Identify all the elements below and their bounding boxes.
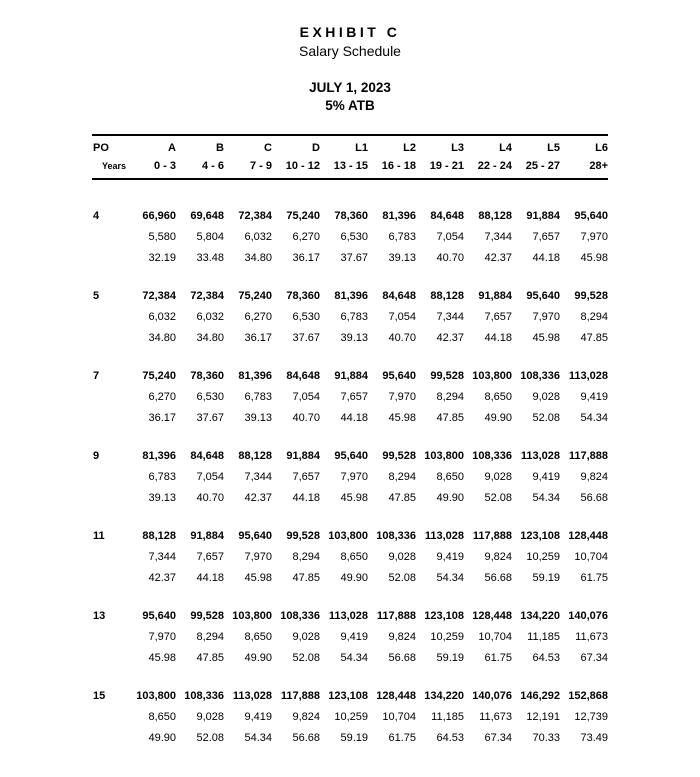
- annual-value: 117,888: [568, 449, 608, 462]
- monthly-value: 9,028: [484, 470, 512, 483]
- hourly-value: 54.34: [436, 571, 464, 584]
- year-range-b: 4 - 6: [176, 157, 224, 179]
- monthly-value: 9,419: [532, 470, 560, 483]
- monthly-row: [92, 706, 608, 727]
- annual-value: 117,888: [280, 689, 320, 702]
- hourly-value: 47.85: [580, 331, 608, 344]
- hourly-value: 64.53: [532, 651, 560, 664]
- annual-value: 99,528: [574, 289, 608, 302]
- annual-value: 84,648: [190, 449, 224, 462]
- annual-value: 66,960: [142, 209, 176, 222]
- hourly-value: 64.53: [436, 731, 464, 744]
- hourly-value: 42.37: [484, 251, 512, 264]
- monthly-value: 7,344: [244, 470, 272, 483]
- annual-value: 72,384: [142, 289, 176, 302]
- monthly-value: 6,530: [292, 310, 320, 323]
- annual-row: [92, 179, 608, 226]
- annual-value: 88,128: [238, 449, 272, 462]
- annual-value: 99,528: [286, 529, 320, 542]
- column-header-l4: L4: [464, 135, 512, 157]
- po-cell: 5: [93, 289, 100, 302]
- monthly-value: 6,783: [340, 310, 368, 323]
- column-header-l1: L1: [320, 135, 368, 157]
- hourly-row: [92, 727, 608, 748]
- salary-table: [92, 134, 608, 748]
- monthly-value: 8,294: [388, 470, 416, 483]
- annual-value: 95,640: [526, 289, 560, 302]
- po-column-header: PO: [92, 135, 128, 157]
- hourly-value: 56.68: [292, 731, 320, 744]
- year-range-d: 10 - 12: [272, 157, 320, 179]
- monthly-value: 7,344: [484, 230, 512, 243]
- monthly-value: 7,970: [148, 630, 176, 643]
- monthly-value: 8,294: [436, 390, 464, 403]
- monthly-value: 7,970: [532, 310, 560, 323]
- hourly-value: 40.70: [388, 331, 416, 344]
- hourly-value: 49.90: [484, 411, 512, 424]
- po-cell: [92, 386, 128, 407]
- annual-value: 88,128: [142, 529, 176, 542]
- annual-value: 84,648: [430, 209, 464, 222]
- hourly-value: 34.80: [196, 331, 224, 344]
- hourly-value: 67.34: [484, 731, 512, 744]
- salary-group-po-13: [92, 588, 608, 668]
- hourly-value: 42.37: [244, 491, 272, 504]
- monthly-value: 10,704: [478, 630, 512, 643]
- salary-group-po-5: [92, 268, 608, 348]
- po-cell: [92, 407, 128, 428]
- monthly-row: [92, 306, 608, 327]
- monthly-value: 10,704: [382, 710, 416, 723]
- hourly-value: 36.17: [148, 411, 176, 424]
- annual-value: 91,884: [526, 209, 560, 222]
- hourly-value: 45.98: [388, 411, 416, 424]
- monthly-value: 5,580: [148, 230, 176, 243]
- annual-value: 134,220: [424, 689, 464, 702]
- monthly-value: 8,294: [292, 550, 320, 563]
- hourly-value: 44.18: [532, 251, 560, 264]
- monthly-value: 7,344: [148, 550, 176, 563]
- annual-value: 81,396: [238, 369, 272, 382]
- monthly-value: 6,032: [244, 230, 272, 243]
- monthly-value: 6,270: [244, 310, 272, 323]
- monthly-value: 6,270: [148, 390, 176, 403]
- column-header-l3: L3: [416, 135, 464, 157]
- year-range-l5: 25 - 27: [512, 157, 560, 179]
- annual-value: 117,888: [376, 609, 416, 622]
- annual-row: [92, 588, 608, 626]
- hourly-value: 61.75: [580, 571, 608, 584]
- hourly-value: 32.19: [148, 251, 176, 264]
- hourly-value: 59.19: [532, 571, 560, 584]
- annual-row: [92, 268, 608, 306]
- monthly-value: 9,824: [388, 630, 416, 643]
- column-header-l5: L5: [512, 135, 560, 157]
- annual-value: 123,108: [328, 689, 368, 702]
- annual-value: 128,448: [376, 689, 416, 702]
- annual-value: 88,128: [430, 289, 464, 302]
- hourly-value: 54.34: [580, 411, 608, 424]
- hourly-value: 54.34: [532, 491, 560, 504]
- hourly-value: 34.80: [148, 331, 176, 344]
- hourly-value: 44.18: [484, 331, 512, 344]
- hourly-value: 70.33: [532, 731, 560, 744]
- monthly-value: 6,783: [244, 390, 272, 403]
- effective-date: JULY 1, 2023: [309, 80, 391, 95]
- hourly-value: 36.17: [244, 331, 272, 344]
- annual-value: 117,888: [472, 529, 512, 542]
- column-header-l2: L2: [368, 135, 416, 157]
- annual-value: 78,360: [334, 209, 368, 222]
- annual-value: 103,800: [136, 689, 176, 702]
- hourly-value: 34.80: [244, 251, 272, 264]
- monthly-value: 6,530: [196, 390, 224, 403]
- hourly-value: 39.13: [388, 251, 416, 264]
- monthly-value: 5,804: [196, 230, 224, 243]
- hourly-value: 47.85: [196, 651, 224, 664]
- monthly-value: 12,739: [574, 710, 608, 723]
- year-range-l6: 28+: [560, 157, 608, 179]
- monthly-value: 6,032: [196, 310, 224, 323]
- monthly-value: 7,344: [436, 310, 464, 323]
- monthly-value: 11,185: [527, 630, 560, 643]
- monthly-value: 10,259: [430, 630, 464, 643]
- annual-value: 103,800: [472, 369, 512, 382]
- annual-value: 95,640: [142, 609, 176, 622]
- annual-value: 152,868: [568, 689, 608, 702]
- hourly-value: 52.08: [196, 731, 224, 744]
- hourly-value: 56.68: [388, 651, 416, 664]
- hourly-row: [92, 247, 608, 268]
- po-cell: [92, 567, 128, 588]
- monthly-value: 10,259: [526, 550, 560, 563]
- salary-group-po-7: [92, 348, 608, 428]
- po-cell: [92, 727, 128, 748]
- annual-value: 91,884: [334, 369, 368, 382]
- salary-group-po-9: [92, 428, 608, 508]
- hourly-value: 73.49: [580, 731, 608, 744]
- annual-value: 140,076: [568, 609, 608, 622]
- annual-value: 99,528: [190, 609, 224, 622]
- po-cell: [92, 487, 128, 508]
- annual-value: 103,800: [328, 529, 368, 542]
- hourly-value: 44.18: [196, 571, 224, 584]
- hourly-value: 45.98: [340, 491, 368, 504]
- hourly-value: 56.68: [484, 571, 512, 584]
- hourly-value: 61.75: [388, 731, 416, 744]
- year-range-a: 0 - 3: [128, 157, 176, 179]
- monthly-value: 7,657: [532, 230, 560, 243]
- hourly-value: 42.37: [148, 571, 176, 584]
- salary-group-po-4: [92, 179, 608, 268]
- hourly-value: 49.90: [436, 491, 464, 504]
- hourly-value: 45.98: [148, 651, 176, 664]
- annual-value: 140,076: [472, 689, 512, 702]
- annual-value: 108,336: [184, 689, 224, 702]
- hourly-value: 37.67: [196, 411, 224, 424]
- po-cell: [92, 647, 128, 668]
- monthly-value: 9,419: [244, 710, 272, 723]
- hourly-row: [92, 487, 608, 508]
- monthly-value: 9,028: [532, 390, 560, 403]
- monthly-value: 7,657: [340, 390, 368, 403]
- monthly-value: 7,970: [244, 550, 272, 563]
- po-cell: [92, 226, 128, 247]
- annual-value: 128,448: [472, 609, 512, 622]
- monthly-value: 6,530: [340, 230, 368, 243]
- year-range-l1: 13 - 15: [320, 157, 368, 179]
- po-cell: [92, 626, 128, 647]
- monthly-row: [92, 226, 608, 247]
- hourly-value: 36.17: [292, 251, 320, 264]
- po-cell: [92, 546, 128, 567]
- annual-value: 75,240: [238, 289, 272, 302]
- po-cell: [92, 466, 128, 487]
- monthly-value: 9,028: [196, 710, 224, 723]
- hourly-value: 54.34: [244, 731, 272, 744]
- annual-value: 81,396: [334, 289, 368, 302]
- hourly-value: 52.08: [388, 571, 416, 584]
- hourly-value: 59.19: [436, 651, 464, 664]
- annual-value: 146,292: [520, 689, 560, 702]
- column-header-b: B: [176, 135, 224, 157]
- hourly-value: 40.70: [292, 411, 320, 424]
- annual-value: 103,800: [424, 449, 464, 462]
- column-header-d: D: [272, 135, 320, 157]
- monthly-value: 9,028: [292, 630, 320, 643]
- hourly-value: 45.98: [580, 251, 608, 264]
- annual-value: 78,360: [190, 369, 224, 382]
- table-header: [92, 135, 608, 179]
- annual-value: 99,528: [382, 449, 416, 462]
- annual-value: 91,884: [190, 529, 224, 542]
- po-cell: 13: [93, 609, 106, 622]
- year-range-row: [92, 157, 608, 179]
- po-cell: [92, 306, 128, 327]
- hourly-value: 45.98: [532, 331, 560, 344]
- po-cell: 9: [93, 449, 100, 462]
- monthly-row: [92, 386, 608, 407]
- annual-value: 103,800: [232, 609, 272, 622]
- annual-value: 113,028: [424, 529, 464, 542]
- annual-row: [92, 508, 608, 546]
- hourly-value: 39.13: [244, 411, 272, 424]
- monthly-value: 8,650: [340, 550, 368, 563]
- monthly-value: 7,054: [292, 390, 320, 403]
- annual-value: 128,448: [568, 529, 608, 542]
- hourly-value: 47.85: [436, 411, 464, 424]
- monthly-value: 7,054: [436, 230, 464, 243]
- monthly-value: 8,650: [244, 630, 272, 643]
- annual-row: [92, 428, 608, 466]
- po-cell: 7: [93, 369, 100, 382]
- monthly-value: 11,673: [575, 630, 608, 643]
- annual-value: 81,396: [142, 449, 176, 462]
- hourly-value: 39.13: [340, 331, 368, 344]
- monthly-value: 9,824: [484, 550, 512, 563]
- column-header-a: A: [128, 135, 176, 157]
- annual-value: 123,108: [424, 609, 464, 622]
- hourly-value: 33.48: [196, 251, 224, 264]
- monthly-value: 7,657: [484, 310, 512, 323]
- hourly-value: 49.90: [244, 651, 272, 664]
- hourly-value: 44.18: [340, 411, 368, 424]
- annual-row: [92, 668, 608, 706]
- annual-value: 84,648: [286, 369, 320, 382]
- annual-value: 134,220: [520, 609, 560, 622]
- hourly-value: 49.90: [340, 571, 368, 584]
- annual-value: 113,028: [568, 369, 608, 382]
- hourly-value: 40.70: [196, 491, 224, 504]
- monthly-value: 11,673: [479, 710, 512, 723]
- monthly-value: 9,824: [292, 710, 320, 723]
- hourly-value: 61.75: [484, 651, 512, 664]
- annual-value: 78,360: [286, 289, 320, 302]
- annual-value: 75,240: [142, 369, 176, 382]
- annual-value: 108,336: [280, 609, 320, 622]
- hourly-value: 37.67: [292, 331, 320, 344]
- annual-row: [92, 348, 608, 386]
- monthly-value: 8,294: [580, 310, 608, 323]
- monthly-value: 6,783: [148, 470, 176, 483]
- monthly-value: 10,259: [334, 710, 368, 723]
- hourly-value: 45.98: [244, 571, 272, 584]
- exhibit-title: EXHIBIT C: [299, 24, 401, 40]
- salary-group-po-15: [92, 668, 608, 748]
- po-cell: 15: [93, 689, 106, 702]
- monthly-value: 7,970: [340, 470, 368, 483]
- monthly-value: 6,032: [148, 310, 176, 323]
- annual-value: 108,336: [472, 449, 512, 462]
- monthly-value: 11,185: [431, 710, 464, 723]
- monthly-value: 7,054: [196, 470, 224, 483]
- hourly-value: 52.08: [292, 651, 320, 664]
- annual-value: 72,384: [190, 289, 224, 302]
- atb-adjustment: 5% ATB: [325, 98, 375, 113]
- monthly-value: 8,650: [148, 710, 176, 723]
- monthly-row: [92, 626, 608, 647]
- hourly-row: [92, 647, 608, 668]
- po-cell: 4: [93, 209, 100, 222]
- annual-value: 95,640: [238, 529, 272, 542]
- year-range-l3: 19 - 21: [416, 157, 464, 179]
- monthly-row: [92, 546, 608, 567]
- column-header-l6: L6: [560, 135, 608, 157]
- column-header-c: C: [224, 135, 272, 157]
- annual-value: 99,528: [430, 369, 464, 382]
- hourly-value: 52.08: [532, 411, 560, 424]
- monthly-value: 12,191: [526, 710, 560, 723]
- salary-group-po-11: [92, 508, 608, 588]
- annual-value: 123,108: [520, 529, 560, 542]
- annual-value: 95,640: [574, 209, 608, 222]
- po-cell: [92, 327, 128, 348]
- annual-value: 88,128: [478, 209, 512, 222]
- annual-value: 91,884: [478, 289, 512, 302]
- year-range-c: 7 - 9: [224, 157, 272, 179]
- hourly-row: [92, 567, 608, 588]
- annual-value: 113,028: [520, 449, 560, 462]
- annual-value: 113,028: [232, 689, 272, 702]
- monthly-value: 9,419: [580, 390, 608, 403]
- annual-value: 95,640: [334, 449, 368, 462]
- po-cell: [92, 247, 128, 268]
- monthly-value: 10,704: [574, 550, 608, 563]
- monthly-value: 7,054: [388, 310, 416, 323]
- monthly-row: [92, 466, 608, 487]
- hourly-value: 40.70: [436, 251, 464, 264]
- po-cell: 11: [93, 529, 105, 542]
- hourly-value: 54.34: [340, 651, 368, 664]
- hourly-value: 49.90: [148, 731, 176, 744]
- hourly-value: 37.67: [340, 251, 368, 264]
- monthly-value: 8,650: [484, 390, 512, 403]
- hourly-value: 44.18: [292, 491, 320, 504]
- annual-value: 113,028: [328, 609, 368, 622]
- hourly-row: [92, 407, 608, 428]
- hourly-value: 67.34: [580, 651, 608, 664]
- monthly-value: 9,419: [340, 630, 368, 643]
- column-header-row: [92, 135, 608, 157]
- annual-value: 81,396: [382, 209, 416, 222]
- hourly-value: 39.13: [148, 491, 176, 504]
- monthly-value: 8,294: [196, 630, 224, 643]
- monthly-value: 6,783: [388, 230, 416, 243]
- hourly-row: [92, 327, 608, 348]
- monthly-value: 6,270: [292, 230, 320, 243]
- monthly-value: 7,970: [580, 230, 608, 243]
- monthly-value: 8,650: [436, 470, 464, 483]
- annual-value: 75,240: [286, 209, 320, 222]
- hourly-value: 52.08: [484, 491, 512, 504]
- hourly-value: 59.19: [340, 731, 368, 744]
- annual-value: 108,336: [520, 369, 560, 382]
- monthly-value: 9,824: [580, 470, 608, 483]
- monthly-value: 7,657: [196, 550, 224, 563]
- hourly-value: 47.85: [388, 491, 416, 504]
- year-range-l4: 22 - 24: [464, 157, 512, 179]
- annual-value: 69,648: [190, 209, 224, 222]
- hourly-value: 56.68: [580, 491, 608, 504]
- monthly-value: 7,657: [292, 470, 320, 483]
- document-subtitle: Salary Schedule: [299, 43, 401, 59]
- year-range-l2: 16 - 18: [368, 157, 416, 179]
- hourly-value: 47.85: [292, 571, 320, 584]
- po-cell: [92, 706, 128, 727]
- annual-value: 84,648: [382, 289, 416, 302]
- monthly-value: 9,419: [436, 550, 464, 563]
- monthly-value: 7,970: [388, 390, 416, 403]
- hourly-value: 42.37: [436, 331, 464, 344]
- annual-value: 72,384: [238, 209, 272, 222]
- annual-value: 108,336: [376, 529, 416, 542]
- annual-value: 95,640: [382, 369, 416, 382]
- monthly-value: 9,028: [388, 550, 416, 563]
- annual-value: 91,884: [286, 449, 320, 462]
- years-label: Years: [92, 157, 128, 179]
